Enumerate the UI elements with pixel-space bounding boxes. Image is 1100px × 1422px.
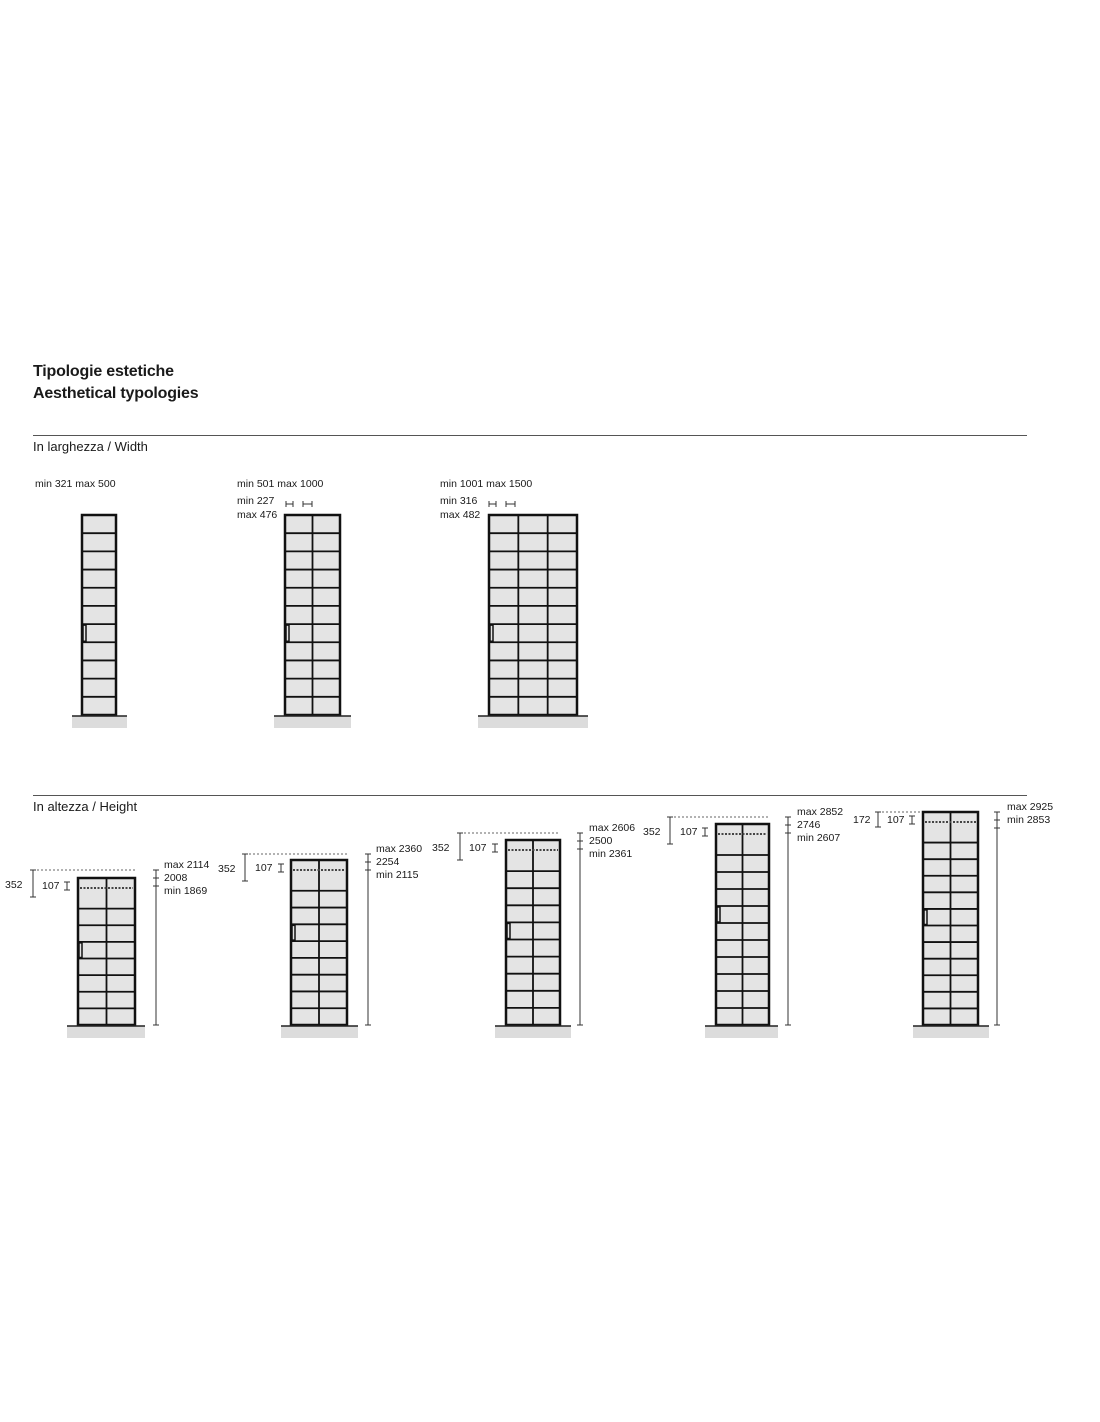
min-height-label: min 2361 — [589, 848, 633, 860]
total-height-dimension — [365, 854, 371, 1025]
door-elevation — [923, 812, 978, 1025]
door-elevation — [506, 840, 560, 1025]
outer-height-dimension — [242, 854, 248, 881]
door-elevation — [716, 824, 769, 1025]
heading-english: Aesthetical typologies — [33, 385, 199, 402]
width-typology-2 — [237, 478, 351, 728]
floor — [705, 1026, 778, 1038]
outer-height-label: 172 — [853, 814, 871, 826]
mid-height-label: 2008 — [164, 872, 188, 884]
height-typology-2 — [218, 843, 422, 1038]
height-typology-4 — [643, 806, 843, 1038]
panel-min-label: min 316 — [440, 495, 478, 507]
total-height-dimension — [577, 833, 583, 1025]
panel-width-dimension — [489, 501, 496, 507]
section-label-height: In altezza / Height — [33, 799, 138, 814]
floor — [274, 716, 351, 728]
door-frame — [489, 515, 577, 715]
width-typology-1 — [35, 478, 127, 728]
section-label-width: In larghezza / Width — [33, 439, 148, 454]
door-frame — [82, 515, 116, 715]
max-height-label: max 2852 — [797, 806, 844, 818]
max-height-label: max 2360 — [376, 843, 423, 855]
panel-width-dimension — [286, 501, 293, 507]
min-height-label: min 1869 — [164, 885, 208, 897]
panel-width-dimension — [506, 501, 515, 507]
door-elevation — [78, 878, 135, 1025]
heading-italian: Tipologie estetiche — [33, 363, 174, 380]
total-height-dimension — [994, 812, 1000, 1025]
mid-height-label: 2254 — [376, 856, 400, 868]
inner-height-label: 107 — [887, 814, 905, 826]
floor — [281, 1026, 358, 1038]
inner-height-dimension — [492, 844, 498, 852]
panel-min-label: min 227 — [237, 495, 275, 507]
door-elevation — [291, 860, 347, 1025]
outer-height-label: 352 — [643, 826, 661, 838]
max-height-label: max 2925 — [1007, 801, 1054, 813]
max-height-label: max 2114 — [164, 859, 210, 871]
panel-max-label: max 476 — [237, 509, 278, 521]
inner-height-dimension — [909, 816, 915, 824]
inner-height-dimension — [278, 864, 284, 872]
inner-height-dimension — [64, 882, 70, 890]
inner-height-label: 107 — [680, 826, 698, 838]
door-elevation — [285, 515, 340, 715]
door-elevation — [489, 515, 577, 715]
height-typology-5 — [853, 801, 1053, 1038]
width-range-label: min 501 max 1000 — [237, 478, 324, 490]
total-height-dimension — [785, 817, 791, 1025]
outer-height-dimension — [457, 833, 463, 860]
outer-height-label: 352 — [5, 879, 23, 891]
outer-height-dimension — [30, 870, 36, 897]
panel-width-dimension — [303, 501, 312, 507]
inner-height-label: 107 — [255, 862, 273, 874]
width-range-label: min 1001 max 1500 — [440, 478, 533, 490]
floor — [72, 716, 127, 728]
floor — [913, 1026, 989, 1038]
height-typology-3 — [432, 822, 635, 1038]
width-typology-3 — [440, 478, 588, 728]
min-height-label: min 2853 — [1007, 814, 1051, 826]
outer-height-label: 352 — [432, 842, 450, 854]
inner-height-label: 107 — [42, 880, 60, 892]
outer-height-dimension — [667, 817, 673, 844]
max-height-label: max 2606 — [589, 822, 636, 834]
floor — [495, 1026, 571, 1038]
min-height-label: min 2607 — [797, 832, 841, 844]
inner-height-label: 107 — [469, 842, 487, 854]
inner-height-dimension — [702, 828, 708, 836]
mid-height-label: 2500 — [589, 835, 613, 847]
min-height-label: min 2115 — [376, 869, 419, 881]
floor — [478, 716, 588, 728]
height-typology-1 — [5, 859, 209, 1038]
panel-max-label: max 482 — [440, 509, 481, 521]
outer-height-dimension — [875, 812, 881, 827]
total-height-dimension — [153, 870, 159, 1025]
mid-height-label: 2746 — [797, 819, 821, 831]
door-elevation — [82, 515, 116, 715]
outer-height-label: 352 — [218, 863, 236, 875]
floor — [67, 1026, 145, 1038]
width-range-label: min 321 max 500 — [35, 478, 116, 490]
